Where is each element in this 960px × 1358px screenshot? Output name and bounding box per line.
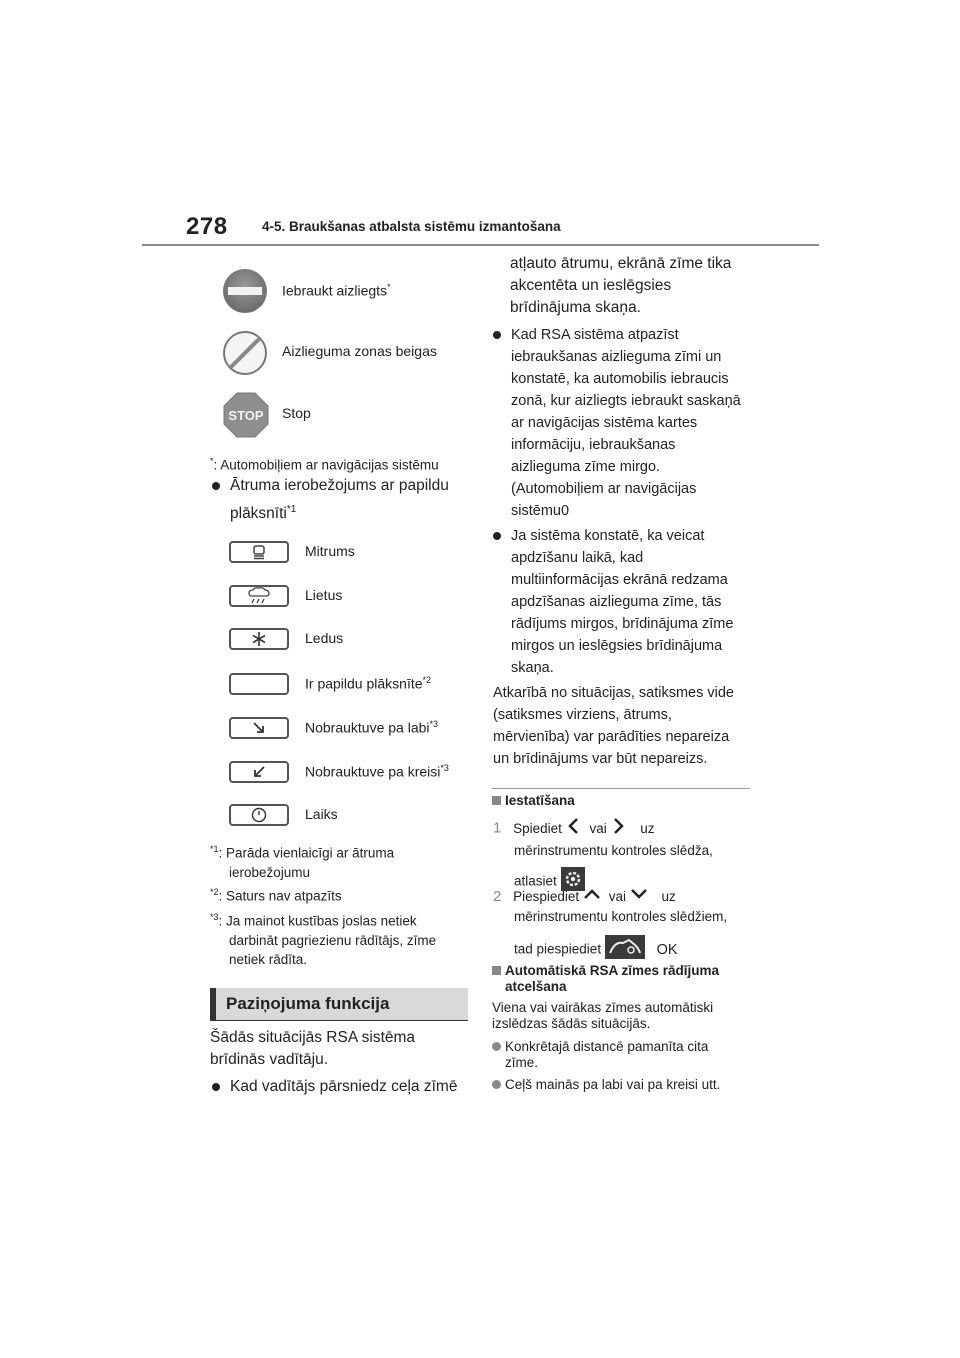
stop-sign-icon bbox=[222, 391, 270, 444]
notice-intro: Šādās situācijās RSA sistēma brīdinās vadītāju. bbox=[210, 1029, 416, 1068]
settings-divider bbox=[492, 788, 750, 789]
footnote-2: $^{*2}$: Saturs nav atpazīts bbox=[210, 887, 342, 904]
plate-label-exit-right: Nobrauktuve pa labi$^{*3}$ bbox=[305, 719, 439, 736]
plate-exit-right-icon bbox=[229, 717, 289, 739]
continued-text: atļauto ātrumu, ekrānā zīme tika akcentēta un ieslēgsies brīdinājuma skaņa. bbox=[510, 255, 732, 316]
plate-label-rain: Lietus bbox=[305, 587, 343, 603]
bullet-icon bbox=[493, 331, 501, 339]
bullet-speed-limit-cont: plāksnīti$^{*1}$ bbox=[230, 504, 297, 523]
plate-additional-icon bbox=[229, 673, 289, 695]
svg-text:STOP: STOP bbox=[228, 408, 264, 423]
notice-bullet-1: Kad vadītājs pārsniedz ceļa zīmē bbox=[212, 1076, 457, 1098]
bullet-overtaking: Ja sistēma konstatē, ka veicat apdzīšanu laikā, kad multiinformācijas ekrānā redzama apdzīšanas aizlieguma zīme, tās rādījums mirgos, brīdinājuma zīme mirgos un ieslēgsies brīdinājuma skaņa. bbox=[493, 525, 733, 679]
settings-step-2: 2 Piespiediet vai uz mērinstrumentu kontroles slēdžiem, tad piespiediet OK bbox=[493, 887, 727, 965]
end-of-zone-sign-icon bbox=[222, 330, 268, 381]
circle-bullet-icon bbox=[492, 1042, 501, 1051]
chevron-right-icon bbox=[610, 817, 626, 841]
page-number: 278 bbox=[186, 213, 228, 240]
chevron-left-icon bbox=[566, 817, 582, 841]
bullet-no-entry-zone: Kad RSA sistēma atpazīst iebraukšanas aizlieguma zīmi un konstatē, ka automobilis iebraucis zonā, kur aizliegts iebraukt saskaņā ar navigācijas sistēma kartes informāciju, iebraukšanas aizlieguma zīme mirgo. (Automobiļiem ar navigācijas sistēmu0 bbox=[493, 324, 741, 522]
notice-section-rule bbox=[210, 1020, 468, 1021]
section-title: 4-5. Braukšanas atbalsta sistēmu izmantošana bbox=[262, 219, 561, 234]
circle-bullet-icon bbox=[492, 1080, 501, 1089]
plate-time-icon bbox=[229, 804, 289, 826]
bullet-icon bbox=[212, 1083, 220, 1091]
chevron-up-icon bbox=[583, 887, 601, 907]
plate-exit-left-icon bbox=[229, 761, 289, 783]
chevron-down-icon bbox=[630, 887, 648, 907]
sign-label-end-of-zone: Aizlieguma zonas beigas bbox=[282, 343, 437, 359]
footnote-1: $^{*1}$: Parāda vienlaicīgi ar ātruma ierobežojumu bbox=[210, 844, 395, 880]
bullet-icon bbox=[493, 532, 501, 540]
road-sign-assist-icon bbox=[605, 935, 645, 965]
notice-section-heading: Paziņojuma funkcija bbox=[210, 988, 468, 1021]
settings-step-1: 1 Spiediet vai uz mērinstrumentu kontroles slēdža, atlasiet bbox=[493, 817, 713, 897]
auto-cancel-item-1: Konkrētajā distancē pamanīta cita zīme. bbox=[492, 1039, 708, 1071]
footnote-3: $^{*3}$: Ja mainot kustības joslas netiek darbināt pagriezienu rādītājs, zīme netiek rādīta. bbox=[210, 912, 437, 967]
auto-cancel-description: Viena vai vairākas zīmes automātiski izslēdzas šādās situācijās. bbox=[492, 1000, 714, 1031]
plate-label-ice: Ledus bbox=[305, 630, 344, 646]
auto-cancel-heading: Automātiskā RSA zīmes rādījuma atcelšana bbox=[492, 963, 719, 995]
bullet-icon bbox=[212, 482, 220, 490]
sign-label-no-entry: Iebraukt aizliegts* bbox=[282, 282, 391, 299]
sign-label-stop: Stop bbox=[282, 405, 311, 421]
bullet-speed-limit: Ātruma ierobežojums ar papildu bbox=[212, 475, 449, 497]
plate-label-additional: Ir papildu plāksnīte$^{*2}$ bbox=[305, 675, 432, 692]
situation-paragraph: Atkarībā no situācijas, satiksmes vide (satiksmes virziens, ātrums, mērvienība) var parādīties nepareiza un brīdinājums var būt nepareizs. bbox=[493, 685, 734, 767]
header-divider bbox=[142, 244, 819, 246]
settings-heading: Iestatīšana bbox=[492, 793, 575, 808]
square-bullet-icon bbox=[492, 796, 501, 805]
square-bullet-icon bbox=[492, 966, 501, 975]
auto-cancel-item-2: Ceļš mainās pa labi vai pa kreisi utt. bbox=[492, 1077, 720, 1093]
plate-wet-icon bbox=[229, 541, 289, 563]
plate-label-wet: Mitrums bbox=[305, 543, 355, 559]
plate-label-time: Laiks bbox=[305, 806, 338, 822]
signs-footnote: *: Automobiļiem ar navigācijas sistēmu bbox=[210, 456, 439, 473]
plate-ice-icon bbox=[229, 628, 289, 650]
plate-rain-icon bbox=[229, 585, 289, 607]
no-entry-sign-icon bbox=[222, 268, 268, 319]
plate-label-exit-left: Nobrauktuve pa kreisi$^{*3}$ bbox=[305, 763, 449, 780]
